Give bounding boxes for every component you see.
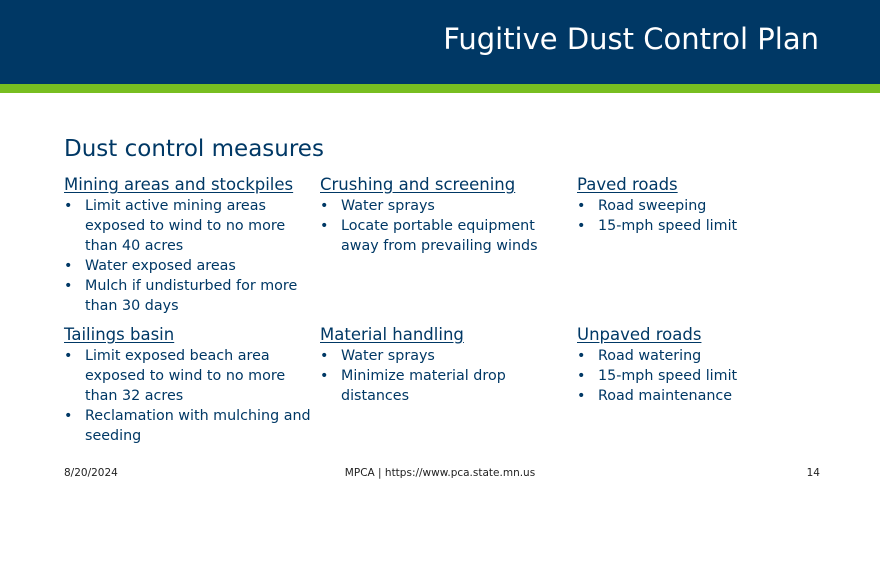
column-material-handling bbox=[320, 324, 570, 406]
bullet-list bbox=[64, 346, 314, 446]
column-heading: Mining areas and stockpiles bbox=[64, 175, 294, 194]
bullet-list bbox=[320, 346, 570, 406]
column-mining-areas bbox=[64, 174, 314, 316]
list-item: • Water exposed areas bbox=[64, 256, 314, 276]
list-item: • Mulch if undisturbed for more than 30 days bbox=[64, 276, 314, 316]
bullet-list bbox=[320, 196, 570, 256]
column-unpaved-roads bbox=[577, 324, 827, 406]
bullet-list bbox=[577, 346, 827, 406]
column-crushing-screening bbox=[320, 174, 570, 256]
column-heading: Crushing and screening bbox=[320, 175, 516, 194]
accent-bar bbox=[0, 84, 880, 93]
list-item: • Water sprays bbox=[320, 346, 570, 366]
footer-date: 8/20/2024 bbox=[64, 467, 118, 479]
page-number: 14 bbox=[806, 467, 820, 479]
list-item: • 15-mph speed limit bbox=[577, 366, 827, 386]
list-item: • Limit active mining areas exposed to wind to no more than 40 acres bbox=[64, 196, 314, 256]
list-item: • Water sprays bbox=[320, 196, 570, 216]
list-item: • Reclamation with mulching and seeding bbox=[64, 406, 314, 446]
bullet-list bbox=[577, 196, 827, 236]
column-heading: Paved roads bbox=[577, 175, 678, 194]
list-item: • Road watering bbox=[577, 346, 827, 366]
list-item: • Road sweeping bbox=[577, 196, 827, 216]
section-heading: Dust control measures bbox=[64, 136, 324, 162]
list-item: • 15-mph speed limit bbox=[577, 216, 827, 236]
list-item: • Minimize material drop distances bbox=[320, 366, 570, 406]
column-paved-roads bbox=[577, 174, 827, 236]
column-heading: Tailings basin bbox=[64, 325, 175, 344]
list-item: • Road maintenance bbox=[577, 386, 827, 406]
column-heading: Material handling bbox=[320, 325, 464, 344]
column-heading: Unpaved roads bbox=[577, 325, 702, 344]
slide-title: Fugitive Dust Control Plan bbox=[443, 22, 819, 56]
column-tailings-basin bbox=[64, 324, 314, 446]
bullet-list bbox=[64, 196, 314, 316]
footer-source: MPCA | https://www.pca.state.mn.us bbox=[344, 467, 536, 479]
list-item: • Locate portable equipment away from prevailing winds bbox=[320, 216, 570, 256]
list-item: • Limit exposed beach area exposed to wind to no more than 32 acres bbox=[64, 346, 314, 406]
